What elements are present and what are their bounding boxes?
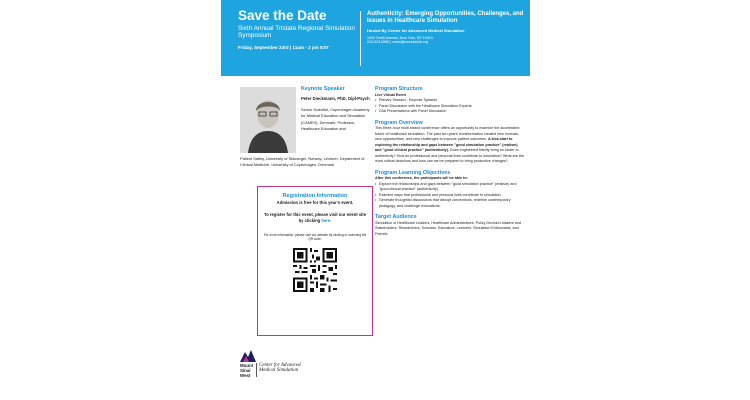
logo-separator: [256, 363, 257, 377]
flyer-page: [221, 0, 530, 400]
registration-box: [257, 186, 373, 336]
program-structure-heading: Program Structure: [375, 86, 423, 92]
address: 1000 Tenth Avenue, New York, NY 10019: [367, 35, 433, 40]
registration-instructions-text: To register for this event, please visit our event site by clicking: [263, 212, 367, 224]
structure-item: • Panel Discussion with the Healthcare Simulation Experts: [375, 104, 525, 110]
keynote-name: Peter Dieckmann, PhD, Dipl-Psych: [301, 96, 370, 101]
objective-item: • Explore the relationships and gaps between "good simulation practice" (realism) and "good clinical practice" (authenticity).: [375, 182, 525, 193]
event-date: Friday, September 23rd | 11am - 2 pm EST: [238, 45, 330, 51]
program-overview-text: This three-hour multi-strand conference offers an opportunity to examine the accelerated future of healthcare simulation. The past two years' transformation created new normals, new opportunities, and new challenges to improve patient outcomes. A kick-start to exploring the relationship and gaps between "good simulation practice" (realism) and "good clinical practice" (authenticity). Does engineered fidelity bring us closer to authenticity? How do professional and personal lives contribute to simulation? What are the most critical decisions and how can we be prepared to bring productive changes?: [375, 126, 525, 163]
center-name: Center for Advanced Medical Simulation: [259, 363, 301, 374]
registration-free-text: Admission is free for this year's event.: [276, 200, 354, 205]
target-audience-text: Simulation in Healthcare Leaders, Healthcare Administrators, Policy Decision Makers and Stakeholders, Researchers, Scholars, Educators, Learners, Simulation Enthusiasts, and Friends: [375, 220, 521, 236]
banner-divider: [360, 11, 361, 66]
objective-item: • Generate thoughtful discussions that disrupt conventions, redefine contemporary pedagogy, and challenge innovations.: [375, 198, 525, 209]
host-line: Hosted By Center for Advanced Medical Simulation: [367, 27, 465, 33]
structure-item: • Oral Presentations with Panel Discussion: [375, 109, 525, 115]
target-audience-heading: Target Audience: [375, 214, 417, 220]
contact-info: 212-523-8980 | cams@mountsinai.org: [367, 40, 429, 45]
header-banner: [221, 0, 530, 76]
event-title: Save the Date: [238, 8, 327, 23]
program-overview-heading: Program Overview: [375, 119, 423, 126]
banner-right: [367, 11, 525, 45]
theme-title: Authenticity: Emerging Opportunities, Challenges, and Issues in Healthcare Simulation: [367, 11, 524, 24]
keynote-bio-part1: Senior Scientist, Copenhagen Academy for Medical Education and Simulation (CAMES), Denmark; Professor, Healthcare Education and: [301, 107, 370, 132]
qr-code[interactable]: [293, 248, 337, 292]
structure-item: • Plenary Session - Keynote Speaker: [375, 98, 525, 104]
registration-more-info: For more information, please visit our website by clicking or scanning the QR code.: [263, 232, 367, 242]
registration-heading: Registration Information: [282, 193, 348, 199]
speaker-photo: [240, 87, 296, 153]
register-link[interactable]: here.: [321, 218, 332, 224]
registration-instructions: [263, 212, 367, 224]
keynote-heading: Keynote Speaker: [301, 86, 345, 92]
keynote-bio-part2: Patient Safety, University of Stavanger, Norway; Lecturer, Department of Clinical Medicine, University of Copenhagen, Denmark: [240, 156, 365, 167]
program-structure-subheading: Live Virtual Event: [375, 92, 406, 97]
objective-item: • Examine ways that professional and personal lives contribute to simulation.: [375, 193, 525, 199]
mount-sinai-west-wordmark: Mount Sinai West: [240, 363, 254, 378]
event-subtitle: Sixth Annual Tristate Regional Simulation Symposium: [238, 25, 355, 40]
banner-left: [238, 9, 356, 50]
program-column: [375, 86, 525, 237]
learning-objectives-intro: After this conference, the participants will be able to:: [375, 176, 468, 180]
learning-objectives-heading: Program Learning Objectives: [375, 169, 451, 176]
mount-sinai-logo-icon: [240, 348, 256, 362]
